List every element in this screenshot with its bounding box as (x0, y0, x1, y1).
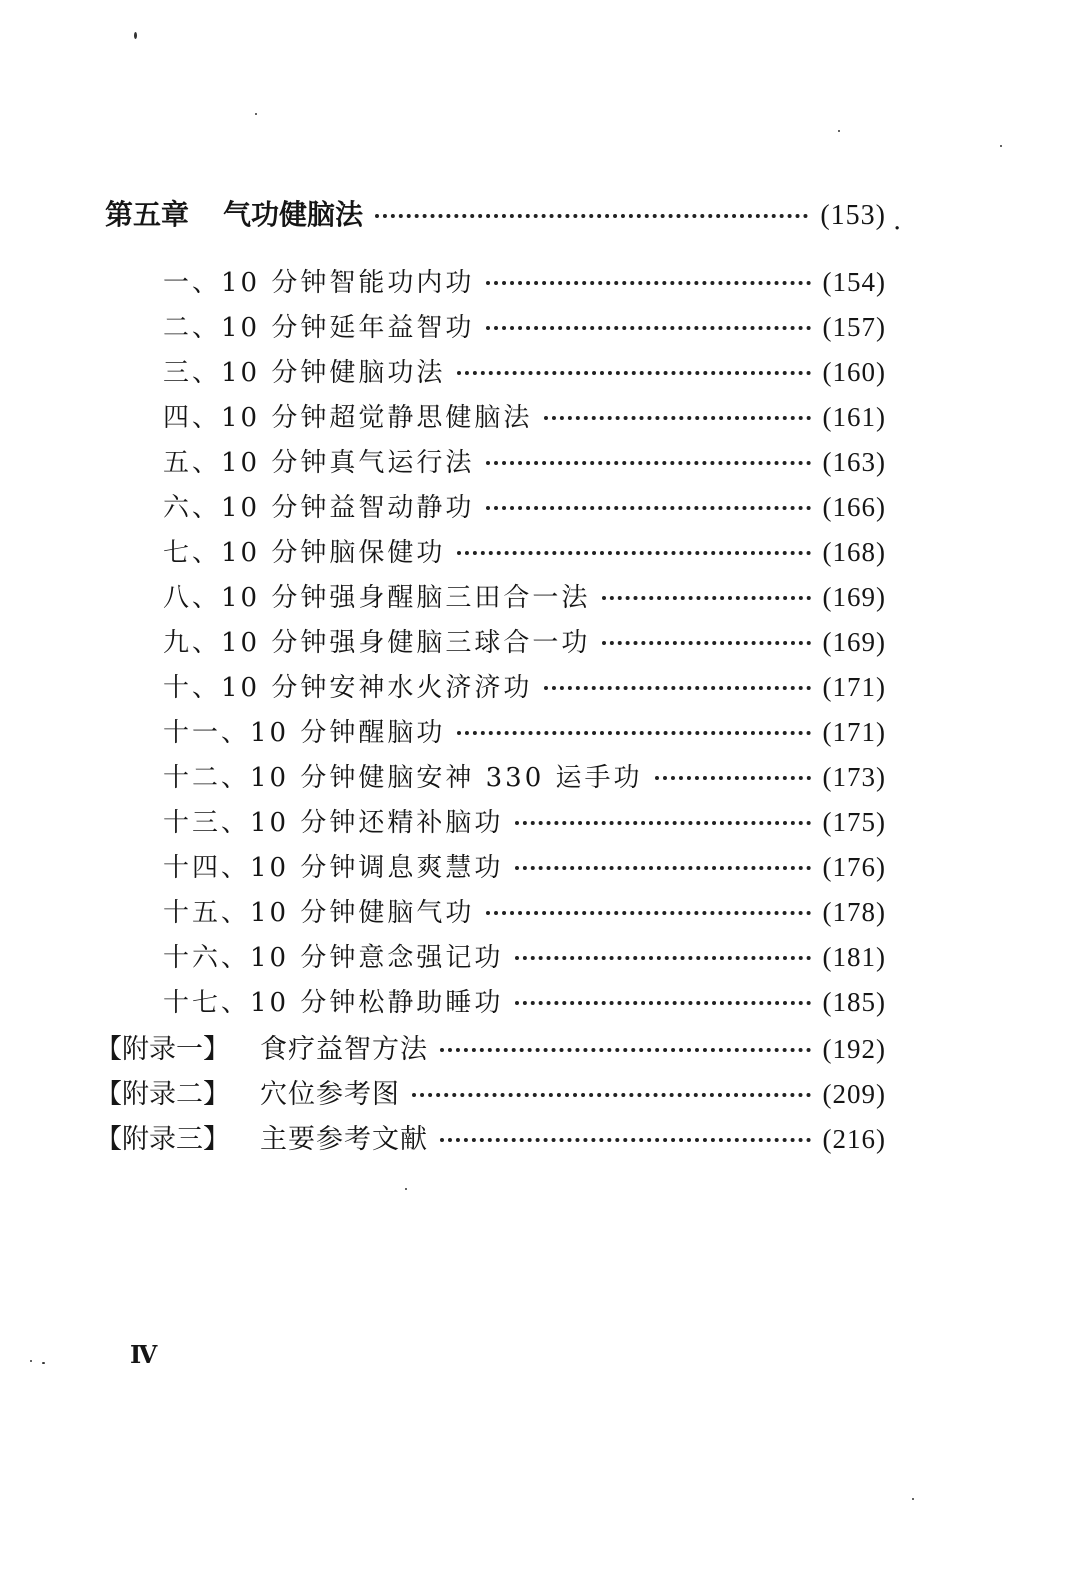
scan-mark: . (893, 206, 902, 236)
dot-leader (486, 461, 810, 465)
scan-speck (1000, 145, 1002, 147)
page-number: (185) (822, 987, 886, 1017)
page-number: (209) (822, 1079, 886, 1109)
toc-appendix-entry (95, 1117, 886, 1156)
toc-section-entry (163, 307, 886, 344)
dot-leader (602, 641, 810, 645)
page-number: (173) (822, 762, 886, 792)
section-title: 十四、10 分钟调息爽慧功 (163, 853, 504, 883)
page-number: (168) (822, 537, 886, 567)
section-title: 十六、10 分钟意念强记功 (163, 943, 504, 973)
page-number: (171) (822, 717, 886, 747)
page-number: (181) (822, 942, 886, 972)
appendix-title: 食疗益智方法 (260, 1034, 428, 1065)
page-number: (166) (822, 492, 886, 522)
toc-section-entry (163, 712, 886, 749)
appendix-title: 穴位参考图 (260, 1079, 400, 1110)
dot-leader (440, 1138, 811, 1142)
toc-section-entry (163, 892, 886, 929)
section-title: 九、10 分钟强身健脑三球合一功 (163, 628, 591, 658)
section-title: 二、10 分钟延年益智功 (163, 313, 475, 343)
chapter-title: 气功健脑法 (223, 198, 364, 231)
page-number: (176) (822, 852, 886, 882)
section-title: 五、10 分钟真气运行法 (163, 448, 475, 478)
section-title: 七、10 分钟脑保健功 (163, 538, 446, 568)
toc-section-entry (163, 847, 886, 884)
dot-leader (655, 776, 811, 780)
toc-section-entry (163, 802, 886, 839)
toc-section-entry (163, 577, 886, 614)
section-title: 十二、10 分钟健脑安神 330 运手功 (163, 763, 643, 793)
dot-leader (486, 281, 810, 285)
page-number: (175) (822, 807, 886, 837)
toc-section-entry (163, 352, 886, 389)
section-title: 十三、10 分钟还精补脑功 (163, 808, 504, 838)
scan-speck (255, 113, 257, 115)
appendix-title: 主要参考文献 (260, 1124, 428, 1155)
dot-leader (544, 416, 810, 420)
page-number: (160) (822, 357, 886, 387)
toc-section-entry (163, 397, 886, 434)
toc-section-entry (163, 532, 886, 569)
dot-leader (515, 1001, 810, 1005)
toc-chapter-entry (105, 193, 886, 233)
toc-appendix-entry (95, 1027, 886, 1066)
scan-speck (134, 32, 137, 39)
toc-section-entry (163, 442, 886, 479)
page-number: (169) (822, 582, 886, 612)
section-title: 十、10 分钟安神水火济济功 (163, 673, 533, 703)
page-number: (161) (822, 402, 886, 432)
toc-section-entry (163, 262, 886, 299)
page-number: (171) (822, 672, 886, 702)
dot-leader (457, 371, 810, 375)
toc-section-entry (163, 982, 886, 1019)
page-number: (192) (822, 1034, 886, 1064)
dot-leader (515, 866, 810, 870)
dot-leader (486, 506, 810, 510)
dot-leader (544, 686, 810, 690)
page-number: (154) (822, 267, 886, 297)
scan-speck (912, 1498, 914, 1500)
appendix-label: 【附录二】 (95, 1079, 230, 1110)
toc-section-entry (163, 937, 886, 974)
scan-speck (405, 1188, 407, 1190)
scan-speck (30, 1360, 32, 1362)
toc-section-entry (163, 757, 886, 794)
toc-appendix-entry (95, 1072, 886, 1111)
appendix-label: 【附录一】 (95, 1034, 230, 1065)
section-title: 三、10 分钟健脑功法 (163, 358, 446, 388)
page-number: (178) (822, 897, 886, 927)
toc-section-entry (163, 487, 886, 524)
dot-leader (440, 1048, 811, 1052)
section-title: 八、10 分钟强身醒脑三田合一法 (163, 583, 591, 613)
section-title: 十七、10 分钟松静助睡功 (163, 988, 504, 1018)
page-folio: Ⅳ (130, 1343, 158, 1369)
toc-section-entry (163, 667, 886, 704)
dot-leader (375, 214, 808, 218)
dot-leader (457, 731, 810, 735)
dot-leader (412, 1093, 811, 1097)
page-number: (163) (822, 447, 886, 477)
dot-leader (602, 596, 810, 600)
toc-section-entry (163, 622, 886, 659)
section-title: 十五、10 分钟健脑气功 (163, 898, 475, 928)
dot-leader (515, 956, 810, 960)
page-number: (157) (822, 312, 886, 342)
page-number: (153) (820, 200, 886, 231)
section-title: 四、10 分钟超觉静思健脑法 (163, 403, 533, 433)
page-number: (216) (822, 1124, 886, 1154)
section-title: 十一、10 分钟醒脑功 (163, 718, 446, 748)
chapter-label: 第五章 (105, 198, 190, 231)
scan-speck (42, 1362, 45, 1364)
dot-leader (486, 911, 810, 915)
appendix-label: 【附录三】 (95, 1124, 230, 1155)
dot-leader (515, 821, 810, 825)
dot-leader (486, 326, 810, 330)
section-title: 六、10 分钟益智动静功 (163, 493, 475, 523)
page-number: (169) (822, 627, 886, 657)
scan-speck (838, 130, 840, 132)
section-title: 一、10 分钟智能功内功 (163, 268, 475, 298)
dot-leader (457, 551, 810, 555)
